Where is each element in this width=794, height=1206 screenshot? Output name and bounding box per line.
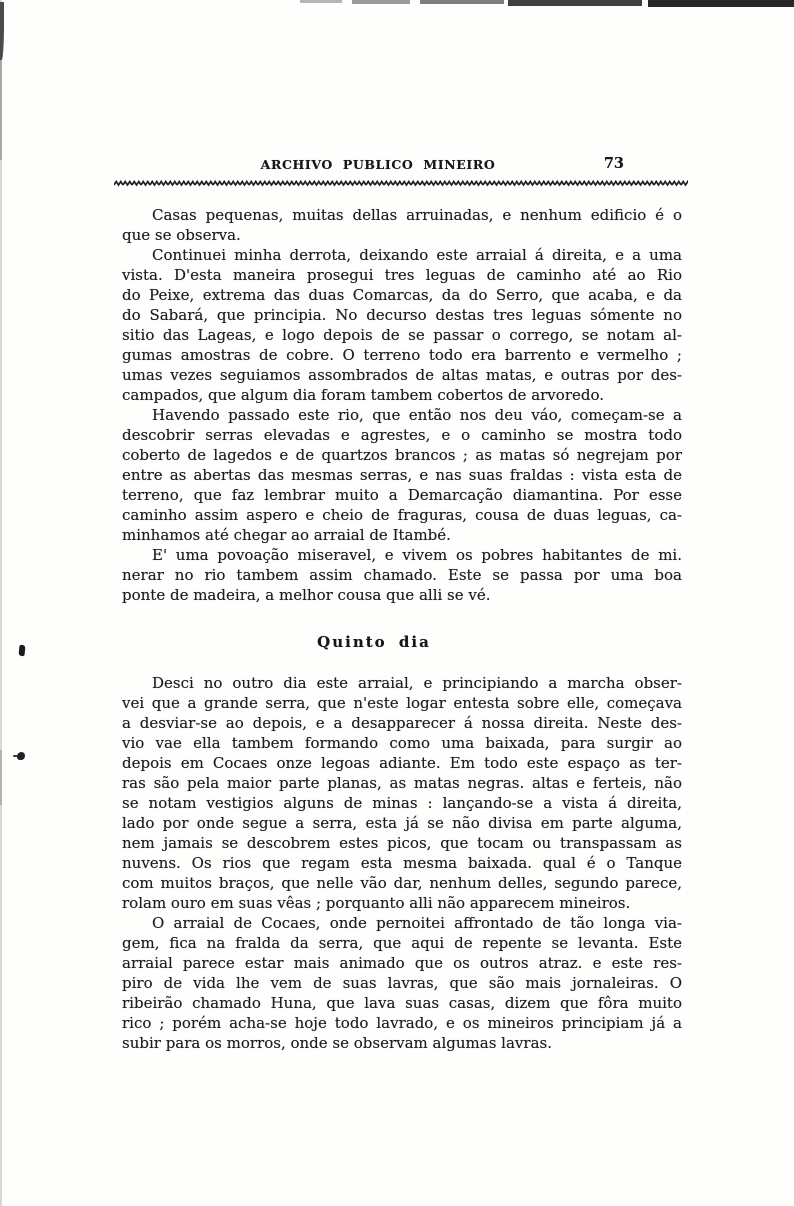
text-line: entre as abertas das mesmas serras, e nas suas fraldas : vista esta de (122, 466, 682, 484)
paragraph (122, 545, 682, 605)
scan-artifact-left-edge (0, 0, 2, 1206)
text-line: subir para os morros, onde se observam algumas lavras. (122, 1034, 552, 1052)
running-header (122, 157, 682, 177)
text-line: ribeirão chamado Huna, que lava suas casas, dizem que fôra muito (122, 994, 682, 1012)
text-line: vei que a grande serra, que n'este logar entesta sobre elle, começava (122, 694, 682, 712)
scan-artifact-top-band (420, 0, 504, 4)
text-line: caminho assim aspero e cheio de fraguras, cousa de duas leguas, ca- (122, 506, 682, 524)
section-heading: Quinto dia (317, 633, 431, 651)
text-line: umas vezes seguiamos assombrados de altas matas, e outras por des- (122, 366, 682, 384)
text-line: ponte de madeira, a melhor cousa que alli se vé. (122, 586, 491, 604)
text-line: piro de vida lhe vem de suas lavras, que são mais jornaleiras. O (122, 974, 682, 992)
scan-artifact-left-edge (0, 60, 2, 160)
text-line: que se observa. (122, 226, 241, 244)
text-line: a desviar-se ao depois, e a desapparecer á nossa direita. Neste des- (122, 714, 682, 732)
paragraph (122, 205, 682, 245)
text-line: ras são pela maior parte planas, as matas negras. altas e ferteis, não (122, 774, 682, 792)
scan-artifact-top-band (508, 0, 642, 6)
text-line: se notam vestigios alguns de minas : lançando-se a vista á direita, (122, 794, 682, 812)
text-line: gumas amostras de cobre. O terreno todo era barrento e vermelho ; (122, 346, 682, 364)
text-line: Casas pequenas, muitas dellas arruinadas, e nenhum edificio é o (152, 206, 682, 224)
paragraph (122, 913, 682, 1053)
text-line: arraial parece estar mais animado que os outros atraz. e este res- (122, 954, 682, 972)
paragraph (122, 673, 682, 913)
scan-artifact-top-band (300, 0, 342, 3)
text-line: sitio das Lageas, e logo depois de se passar o corrego, se notam al- (122, 326, 682, 344)
text-line: vio vae ella tambem formando como uma baixada, para surgir ao (122, 734, 682, 752)
header-rule-ornament (114, 180, 688, 187)
text-line: coberto de lagedos e de quartzos brancos ; as matas só negrejam por (122, 446, 682, 464)
scan-artifact-top-band (352, 0, 410, 4)
scan-artifact-left-edge (0, 2, 4, 60)
text-line: vista. D'esta maneira prosegui tres leguas de caminho até ao Rio (122, 266, 682, 284)
text-line: gem, fica na fralda da serra, que aqui de repente se levanta. Este (122, 934, 682, 952)
text-line: O arraial de Cocaes, onde pernoitei affrontado de tão longa via- (152, 914, 682, 932)
text-line: do Sabará, que principia. No decurso destas tres leguas sómente no (122, 306, 682, 324)
margin-ink-blot (17, 752, 25, 760)
text-line: campados, que algum dia foram tambem cobertos de arvoredo. (122, 386, 604, 404)
text-body (122, 205, 682, 1053)
scan-artifact-top-band (648, 0, 794, 7)
text-line: rolam ouro em suas vêas ; porquanto alli não apparecem mineiros. (122, 894, 631, 912)
journal-title: ARCHIVO PUBLICO MINEIRO (260, 157, 496, 172)
text-line: rico ; porém acha-se hoje todo lavrado, e os mineiros principiam já a (122, 1014, 682, 1032)
paragraph (122, 245, 682, 405)
text-line: Desci no outro dia este arraial, e principiando a marcha obser- (152, 674, 682, 692)
text-line: nem jamais se descobrem estes picos, que tocam ou transpassam as (122, 834, 682, 852)
text-line: terreno, que faz lembrar muito a Demarcação diamantina. Por esse (122, 486, 682, 504)
text-line: depois em Cocaes onze legoas adiante. Em todo este espaço as ter- (122, 754, 682, 772)
text-line: minhamos até chegar ao arraial de Itambé. (122, 526, 451, 544)
text-line: Continuei minha derrota, deixando este arraial á direita, e a uma (152, 246, 682, 264)
text-line: nuvens. Os rios que regam esta mesma baixada. qual é o Tanque (122, 854, 682, 872)
text-line: nerar no rio tambem assim chamado. Este se passa por uma boa (122, 566, 682, 584)
text-line: E' uma povoação miseravel, e vivem os pobres habitantes de mi. (152, 546, 682, 564)
text-line: lado por onde segue a serra, esta já se não divisa em parte alguma, (122, 814, 682, 832)
text-line: Havendo passado este rio, que então nos deu váo, começam-se a (152, 406, 682, 424)
margin-ink-blot (18, 645, 25, 657)
text-line: do Peixe, extrema das duas Comarcas, da do Serro, que acaba, e da (122, 286, 682, 304)
page-number: 73 (603, 155, 624, 172)
paragraph (122, 405, 682, 545)
text-line: descobrir serras elevadas e agrestes, e o caminho se mostra todo (122, 426, 682, 444)
text-line: com muitos braços, que nelle vão dar, nenhum delles, segundo parece, (122, 874, 682, 892)
scan-artifact-left-edge (0, 750, 2, 805)
